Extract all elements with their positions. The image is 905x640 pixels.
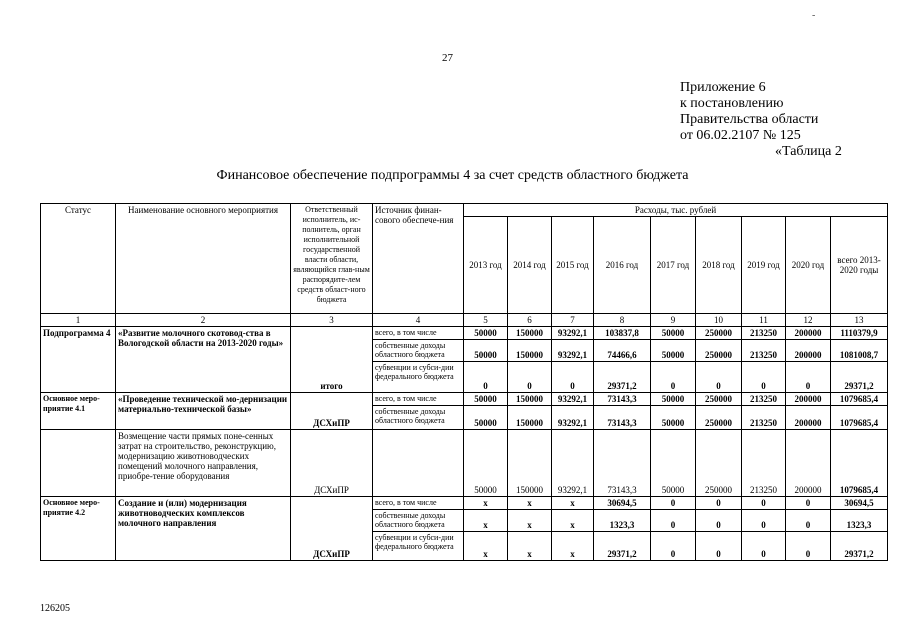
name-cell: «Развитие молочного скотовод-ства в Вологодской области на 2013-2020 годы» (116, 327, 291, 393)
col-number: 3 (291, 314, 373, 327)
col-number: 2 (116, 314, 291, 327)
value-cell: 0 (651, 532, 696, 561)
document-title: Финансовое обеспечение подпрограммы 4 за счет средств областного бюджета (216, 168, 689, 183)
page-number: 27 (442, 52, 453, 64)
table-row (41, 430, 888, 497)
col-number: 4 (373, 314, 464, 327)
value-cell: 103837,8 (594, 327, 651, 340)
value-cell: 50000 (651, 340, 696, 362)
value-cell: x (552, 510, 594, 532)
value-cell: 0 (696, 510, 742, 532)
name-cell: Создание и (или) модернизация животноводческих комплексов молочного направления (116, 497, 291, 561)
value-cell: 1323,3 (594, 510, 651, 532)
value-cell: 50000 (651, 406, 696, 430)
appendix-block (680, 80, 842, 160)
value-cell: 50000 (464, 430, 508, 497)
value-cell: 213250 (742, 393, 786, 406)
value-cell: x (508, 510, 552, 532)
value-cell: 0 (786, 497, 831, 510)
value-cell: 250000 (696, 406, 742, 430)
value-cell: 250000 (696, 327, 742, 340)
executor-cell: ДСХиПР (291, 393, 373, 430)
status-cell: Основное меро-приятие 4.1 (41, 393, 116, 430)
appendix-line: «Таблица 2 (775, 144, 842, 159)
value-cell: 200000 (786, 430, 831, 497)
footer-code: 126205 (40, 603, 70, 614)
value-cell: 213250 (742, 327, 786, 340)
value-cell: 0 (742, 497, 786, 510)
header-year-total: всего 2013-2020 годы (831, 217, 888, 314)
value-cell: 1079685,4 (831, 430, 888, 497)
header-expenses: Расходы, тыс. рублей (464, 204, 888, 217)
value-cell: x (464, 532, 508, 561)
finance-table (40, 203, 888, 561)
value-cell: 150000 (508, 340, 552, 362)
source-cell: собственные доходы областного бюджета (373, 510, 464, 532)
value-cell: 1079685,4 (831, 393, 888, 406)
value-cell: 250000 (696, 393, 742, 406)
value-cell: 50000 (464, 393, 508, 406)
header-row (41, 204, 888, 217)
status-cell (41, 430, 116, 497)
value-cell: 50000 (464, 327, 508, 340)
executor-cell: итого (291, 327, 373, 393)
value-cell: 1323,3 (831, 510, 888, 532)
value-cell: 0 (696, 497, 742, 510)
value-cell: 150000 (508, 406, 552, 430)
value-cell: 50000 (651, 327, 696, 340)
source-cell: субвенции и субси-дии федерального бюджета (373, 362, 464, 393)
value-cell: 200000 (786, 406, 831, 430)
value-cell: 93292,1 (552, 327, 594, 340)
value-cell: 0 (786, 362, 831, 393)
col-number: 12 (786, 314, 831, 327)
value-cell: 150000 (508, 327, 552, 340)
value-cell: 0 (464, 362, 508, 393)
value-cell: 73143,3 (594, 406, 651, 430)
header-year: 2013 год (464, 217, 508, 314)
header-name: Наименование основного мероприятия (116, 204, 291, 314)
value-cell: 200000 (786, 393, 831, 406)
value-cell: 0 (742, 532, 786, 561)
value-cell: 213250 (742, 406, 786, 430)
value-cell: 50000 (651, 430, 696, 497)
name-cell: «Проведение технической мо-дернизации материально-технической базы» (116, 393, 291, 430)
executor-cell: ДСХиПР (291, 430, 373, 497)
header-year: 2018 год (696, 217, 742, 314)
value-cell: 0 (651, 510, 696, 532)
value-cell: 0 (742, 510, 786, 532)
col-number: 6 (508, 314, 552, 327)
corner-mark: - (812, 10, 816, 21)
value-cell: 29371,2 (594, 532, 651, 561)
value-cell: 30694,5 (831, 497, 888, 510)
value-cell: 73143,3 (594, 393, 651, 406)
value-cell: 0 (651, 497, 696, 510)
header-source: Источник финан-сового обеспече-ния (373, 204, 464, 314)
value-cell: 73143,3 (594, 430, 651, 497)
value-cell: 0 (696, 362, 742, 393)
header-executor: Ответственный исполнитель, ис-полнитель, орган исполнительной государственной власти области, являющийся глав-ным распорядите-лем средств област-ного бюджета (291, 204, 373, 314)
header-year: 2014 год (508, 217, 552, 314)
value-cell: 213250 (742, 340, 786, 362)
status-cell: Подпрограмма 4 (41, 327, 116, 393)
value-cell: 93292,1 (552, 430, 594, 497)
value-cell: 0 (696, 532, 742, 561)
value-cell: 200000 (786, 340, 831, 362)
value-cell: x (552, 497, 594, 510)
value-cell: 74466,6 (594, 340, 651, 362)
header-year: 2015 год (552, 217, 594, 314)
name-cell: Возмещение части прямых поне-сенных затрат на строительство, реконструкцию, модернизацию животноводческих помещений молочного направления, приобре-тение оборудования (116, 430, 291, 497)
col-number: 5 (464, 314, 508, 327)
value-cell: x (464, 497, 508, 510)
header-year: 2016 год (594, 217, 651, 314)
value-cell: 93292,1 (552, 340, 594, 362)
value-cell: 29371,2 (831, 532, 888, 561)
value-cell: 30694,5 (594, 497, 651, 510)
source-cell: субвенции и субси-дии федерального бюджета (373, 532, 464, 561)
value-cell: 250000 (696, 430, 742, 497)
value-cell: x (508, 497, 552, 510)
value-cell: 1079685,4 (831, 406, 888, 430)
value-cell: 150000 (508, 430, 552, 497)
value-cell: 0 (786, 510, 831, 532)
appendix-line: Приложение 6 (680, 80, 766, 95)
value-cell: 150000 (508, 393, 552, 406)
value-cell: x (508, 532, 552, 561)
value-cell: x (464, 510, 508, 532)
value-cell: 0 (786, 532, 831, 561)
table-row (41, 497, 888, 510)
value-cell: 93292,1 (552, 393, 594, 406)
table-row (41, 327, 888, 340)
col-number: 7 (552, 314, 594, 327)
value-cell: 200000 (786, 327, 831, 340)
value-cell: 50000 (651, 393, 696, 406)
col-number: 10 (696, 314, 742, 327)
value-cell: 0 (742, 362, 786, 393)
value-cell: 0 (508, 362, 552, 393)
source-cell: всего, в том числе (373, 393, 464, 406)
header-year: 2020 год (786, 217, 831, 314)
appendix-line: к постановлению (680, 96, 784, 111)
col-number: 13 (831, 314, 888, 327)
value-cell: 50000 (464, 406, 508, 430)
source-cell: собственные доходы областного бюджета (373, 406, 464, 430)
value-cell: 0 (651, 362, 696, 393)
source-cell (373, 430, 464, 497)
value-cell: 250000 (696, 340, 742, 362)
value-cell: 93292,1 (552, 406, 594, 430)
value-cell: 1081008,7 (831, 340, 888, 362)
header-year: 2019 год (742, 217, 786, 314)
value-cell: 50000 (464, 340, 508, 362)
source-cell: всего, в том числе (373, 327, 464, 340)
value-cell: 29371,2 (594, 362, 651, 393)
header-status: Статус (41, 204, 116, 314)
appendix-line: от 06.02.2107 № 125 (680, 128, 801, 143)
col-number: 9 (651, 314, 696, 327)
appendix-line: Правительства области (680, 112, 819, 127)
header-year: 2017 год (651, 217, 696, 314)
col-number: 1 (41, 314, 116, 327)
source-cell: собственные доходы областного бюджета (373, 340, 464, 362)
executor-cell: ДСХиПР (291, 497, 373, 561)
source-cell: всего, в том числе (373, 497, 464, 510)
value-cell: 1110379,9 (831, 327, 888, 340)
value-cell: 0 (552, 362, 594, 393)
col-number: 8 (594, 314, 651, 327)
value-cell: 213250 (742, 430, 786, 497)
col-number: 11 (742, 314, 786, 327)
value-cell: 29371,2 (831, 362, 888, 393)
status-cell: Основное меро-приятие 4.2 (41, 497, 116, 561)
value-cell: x (552, 532, 594, 561)
table-row (41, 393, 888, 406)
column-number-row (41, 314, 888, 327)
